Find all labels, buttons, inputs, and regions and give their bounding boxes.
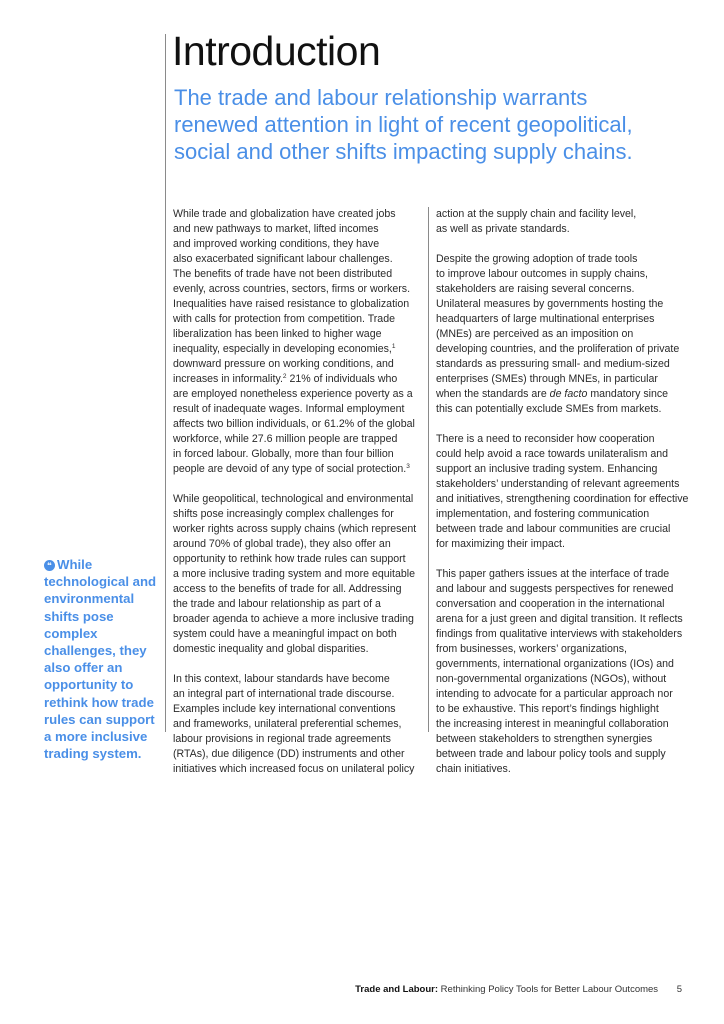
text-line: also exacerbated significant labour challenges. <box>173 253 393 265</box>
text-line: access to the benefits of trade for all. Addressing <box>173 583 402 595</box>
text-line: could help avoid a race towards unilateralism and <box>436 448 669 460</box>
text-line: stakeholders’ understanding of relevant agreements <box>436 478 680 490</box>
pull-quote-line: While <box>57 557 93 572</box>
text-line: domestic inequality and global disparities. <box>173 643 369 655</box>
text-line: and frameworks, unilateral preferential schemes, <box>173 718 402 730</box>
text-line: action at the supply chain and facility level, <box>436 208 637 220</box>
paragraph <box>436 207 716 237</box>
text-line: There is a need to reconsider how cooperation <box>436 433 655 445</box>
text-line: result of inadequate wages. Informal employment <box>173 403 405 415</box>
text-line: opportunity to rethink how trade rules can support <box>173 553 406 565</box>
quote-icon: ❝ <box>44 560 55 571</box>
left-column <box>173 207 425 792</box>
footer-title-strong: Trade and Labour: <box>355 984 439 995</box>
text-line: in forced labour. Globally, more than four billion <box>173 448 394 460</box>
pull-quote-line: opportunity to <box>44 677 134 693</box>
text-line: While trade and globalization have created jobs <box>173 208 396 220</box>
text-line: Inequalities have raised resistance to globalization <box>173 298 410 310</box>
pull-quote-line: shifts pose <box>44 608 114 624</box>
text-line: when the standards are <box>436 388 547 400</box>
text-line: affects two billion individuals, or 61.2% of the global <box>173 418 415 430</box>
subtitle <box>174 84 714 165</box>
subtitle-line: social and other shifts impacting supply chains. <box>174 139 633 164</box>
text-line: standards as pressuring small- and medium-sized <box>436 358 670 370</box>
text-line: the trade and labour relationship as part of a <box>173 598 381 610</box>
footnote-marker[interactable]: 3 <box>406 463 410 470</box>
column-divider <box>428 207 429 732</box>
subtitle-line: renewed attention in light of recent geopolitical, <box>174 112 633 137</box>
text-line: downward pressure on working conditions, and <box>173 358 394 370</box>
subtitle-line: The trade and labour relationship warrants <box>174 85 588 110</box>
text-line: non-governmental organizations (NGOs), without <box>436 673 667 685</box>
pull-quote-line: complex <box>44 625 98 641</box>
pull-quote-line: rethink how trade <box>44 694 154 710</box>
paragraph <box>436 432 716 552</box>
footnote-marker[interactable]: 2 <box>282 373 287 380</box>
text-line: liberalization has been linked to higher wage <box>173 328 382 340</box>
page-number: 5 <box>676 984 682 995</box>
text-line: 21% of individuals who <box>289 373 398 385</box>
text-line: between trade and labour policy tools and supply <box>436 748 666 760</box>
pull-quote-line: challenges, they <box>44 643 147 659</box>
text-line: worker rights across supply chains (which represent <box>173 523 417 535</box>
text-line: The benefits of trade have not been distributed <box>173 268 393 280</box>
text-line: (RTAs), due diligence (DD) instruments and other <box>173 748 405 760</box>
text-line: While geopolitical, technological and environmental <box>173 493 414 505</box>
text-line: and improved working conditions, they have <box>173 238 380 250</box>
page-footer <box>355 984 682 995</box>
paragraph <box>436 567 716 777</box>
text-line: between trade and labour communities are crucial <box>436 523 671 535</box>
page-title: Introduction <box>172 28 381 74</box>
text-line: this can potentially exclude SMEs from markets. <box>436 403 662 415</box>
right-column <box>436 207 716 792</box>
paragraph <box>173 492 425 657</box>
text-line: an integral part of international trade discourse. <box>173 688 395 700</box>
pull-quote <box>44 556 164 762</box>
text-line: between stakeholders to strengthen synergies <box>436 733 653 745</box>
text-line: around 70% of global trade), they also offer an <box>173 538 391 550</box>
text-line: governments, international organizations (IOs) and <box>436 658 674 670</box>
text-line: mandatory since <box>590 388 669 400</box>
left-vertical-rule <box>165 34 166 732</box>
pull-quote-line: technological and <box>44 574 157 590</box>
text-line: evenly, across countries, sectors, firms or workers. <box>173 283 411 295</box>
text-line: Unilateral measures by governments hosting the <box>436 298 664 310</box>
pull-quote-line: rules can support <box>44 711 155 727</box>
text-line: people are devoid of any type of social protection. <box>173 463 407 475</box>
pull-quote-line: also offer an <box>44 660 123 676</box>
text-line: conversation and cooperation in the international <box>436 598 665 610</box>
text-line: to improve labour outcomes in supply chains, <box>436 268 648 280</box>
text-line: arena for a just green and digital transition. It reflects <box>436 613 683 625</box>
text-line: system could have a meaningful impact on both <box>173 628 397 640</box>
text-line: Examples include key international conventions <box>173 703 396 715</box>
text-line: (MNEs) are perceived as an imposition on <box>436 328 634 340</box>
italic-term: de facto <box>549 388 588 400</box>
text-line: shifts pose increasingly complex challenges for <box>173 508 394 520</box>
text-line: developing countries, and the proliferation of private <box>436 343 680 355</box>
text-line: findings from qualitative interviews with stakeholders <box>436 628 683 640</box>
pull-quote-line: environmental <box>44 591 135 607</box>
text-line: labour provisions in regional trade agreements <box>173 733 391 745</box>
paragraph <box>173 207 425 477</box>
paragraph <box>436 252 716 417</box>
text-line: with calls for protection from competition. Trade <box>173 313 395 325</box>
text-line: a more inclusive trading system and more equitable <box>173 568 416 580</box>
text-line: for maximizing their impact. <box>436 538 565 550</box>
text-line: headquarters of large multinational enterprises <box>436 313 655 325</box>
text-line: and initiatives, strengthening coordination for effective <box>436 493 689 505</box>
text-line: increases in informality. <box>173 373 283 385</box>
text-line: inequality, especially in developing economies, <box>173 343 392 355</box>
pull-quote-line: trading system. <box>44 746 142 762</box>
text-line: support an inclusive trading system. Enhancing <box>436 463 658 475</box>
text-line: the increasing interest in meaningful collaboration <box>436 718 669 730</box>
text-line: In this context, labour standards have become <box>173 673 390 685</box>
text-line: as well as private standards. <box>436 223 570 235</box>
text-line: and new pathways to market, lifted incomes <box>173 223 379 235</box>
text-line: enterprises (SMEs) through MNEs, in particular <box>436 373 658 385</box>
text-line: chain initiatives. <box>436 763 511 775</box>
text-line: from businesses, workers’ organizations, <box>436 643 627 655</box>
text-line: stakeholders are raising several concerns. <box>436 283 635 295</box>
text-line: intending to advocate for a particular approach nor <box>436 688 673 700</box>
text-line: implementation, and fostering communication <box>436 508 650 520</box>
text-line: to be exhaustive. This report’s findings highlight <box>436 703 659 715</box>
text-line: workforce, while 27.6 million people are trapped <box>173 433 398 445</box>
paragraph <box>173 672 425 777</box>
text-line: Despite the growing adoption of trade tools <box>436 253 638 265</box>
text-line: This paper gathers issues at the interface of trade <box>436 568 670 580</box>
footer-title-rest: Rethinking Policy Tools for Better Labour Outcomes <box>440 984 659 995</box>
text-line: initiatives which increased focus on unilateral policy <box>173 763 415 775</box>
footnote-marker[interactable]: 1 <box>391 343 396 350</box>
text-line: and labour and suggests perspectives for renewed <box>436 583 674 595</box>
text-line: are employed nonetheless experience poverty as a <box>173 388 413 400</box>
pull-quote-line: a more inclusive <box>44 729 148 745</box>
text-line: broader agenda to achieve a more inclusive trading <box>173 613 414 625</box>
